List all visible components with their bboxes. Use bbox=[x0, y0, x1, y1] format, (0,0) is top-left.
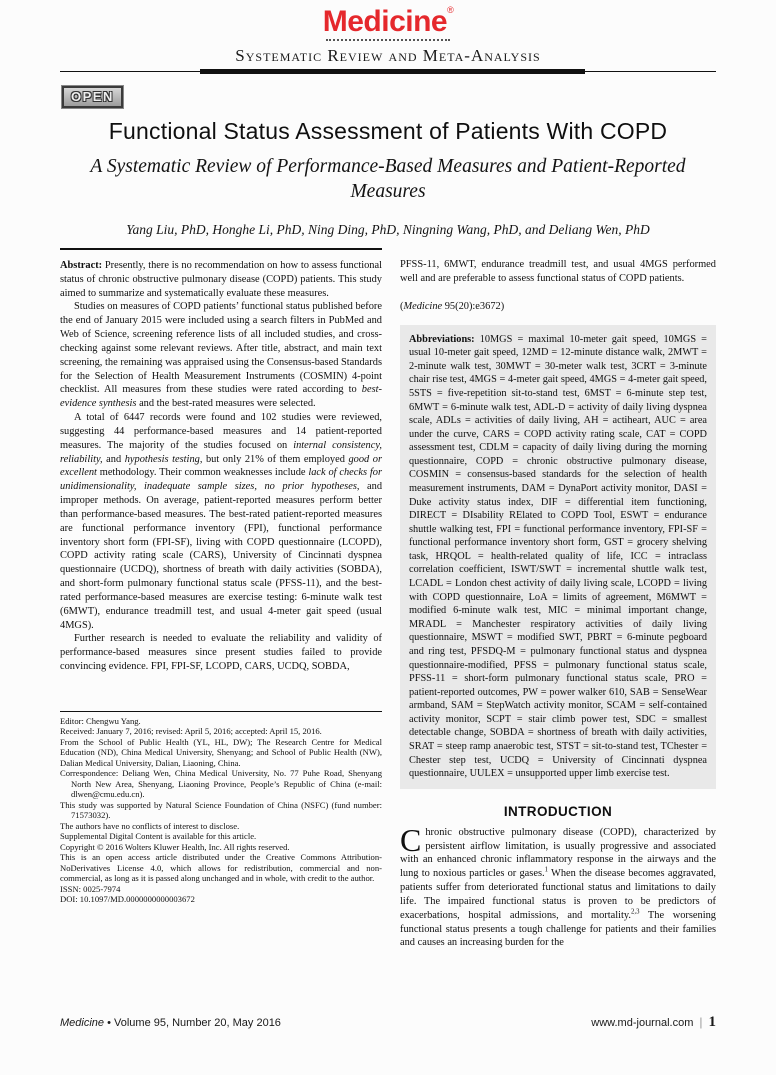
footnote-issn: ISSN: 0025-7974 bbox=[60, 883, 121, 894]
footer-divider: | bbox=[699, 1015, 703, 1029]
footnote-received: Received: January 7, 2016; revised: April 5, 2016; accepted: April 15, 2016. bbox=[60, 726, 322, 737]
abstract-top-rule bbox=[60, 248, 382, 250]
abstract-paragraph-4: Further research is needed to evaluate the reliability and validity of performance-based measures since present studies failed to provide convincing evidence. FPI, FPI-SF, LCOPD, CARS, UCDQ, SOBDA, bbox=[60, 633, 382, 673]
footnote-correspondence: Correspondence: Deliang Wen, China Medical University, No. 77 Puhe Road, Shenyang North New Area, Shenyang, Liaoning Province, People’s Republic of China (e-mail: dlwen@cmu.edu.cn). bbox=[60, 768, 382, 800]
article-subtitle: A Systematic Review of Performance-Based Measures and Patient-Reported Measures bbox=[90, 156, 686, 202]
footer-issue-info bbox=[60, 1017, 281, 1029]
footnote-supplemental: Supplemental Digital Content is available for this article. bbox=[60, 831, 257, 842]
header-rule bbox=[60, 71, 716, 72]
journal-logo bbox=[323, 6, 454, 38]
page-footer bbox=[60, 1014, 716, 1031]
open-access-badge[interactable]: OPEN bbox=[62, 86, 123, 108]
title-block bbox=[0, 118, 776, 238]
logo-dotted-rule bbox=[326, 39, 450, 41]
footnote-funding: This study was supported by Natural Science Foundation of China (NSFC) (fund number: 71573032). bbox=[60, 799, 382, 821]
introduction-heading: INTRODUCTION bbox=[503, 803, 613, 819]
journal-url-link[interactable]: www.md-journal.com bbox=[591, 1017, 694, 1029]
article-type-banner: Systematic Review and Meta-Analysis bbox=[235, 45, 541, 65]
drop-cap: C bbox=[400, 821, 422, 858]
footnote-conflicts: The authors have no conflicts of interest to disclose. bbox=[60, 820, 240, 831]
registered-mark: ® bbox=[447, 5, 454, 15]
footnote-open-access-license: This is an open access article distributed under the Creative Commons Attribution-NoDerivatives License 4.0, which allows for redistribution, commercial and non-commercial, as long as it is passed along unchanged and in whole, with credit to the author. bbox=[60, 852, 382, 884]
footnote-copyright: Copyright © 2016 Wolters Kluwer Health, Inc. All rights reserved. bbox=[60, 841, 290, 852]
right-column bbox=[400, 258, 716, 950]
page-number: 1 bbox=[708, 1014, 716, 1030]
abstract-continuation: PFSS-11, 6MWT, endurance treadmill test, and usual 4MGS performed well and are preferable to assess functional status of COPD patients. bbox=[400, 259, 716, 284]
footer-right bbox=[591, 1014, 716, 1031]
abstract-paragraph-3: A total of 6447 records were found and 102 studies were reviewed, suggesting 44 performance-based measures and 14 patient-reported measures. The majority of the studies focused on internal consistency, reliability, and hypothesis testing, but only 21% of them employed good or excellent methodology. Their common weaknesses include lack of checks for unidimensionality, inadequate sample sizes, no prior hypotheses, and improper methods. On average, patient-reported measures perform better than performance-based measures. The best-rated patient-reported measures are functional performance inventory (FPI), functional performance inventory short form (FPI-SF), living with COPD questionnaire (LCOPD), COPD activity rating scale (CARS), University of Cincinnati dyspnea questionnaire (UCDQ), shortness of breath with daily activities (SOBDA), and short-form pulmonary functional status scale (PFSS-11), and the best-rated performance-based measures are exercise testing: 6-minute walk test (6MWT), endurance treadmill test, and usual 4-meter gait speed (usual 4MGS). bbox=[60, 412, 383, 631]
header-rule-thick-segment bbox=[200, 69, 585, 74]
abstract-paragraph-2: Studies on measures of COPD patients’ functional status published before the end of January 2015 were included using a search filters in PubMed and Web of Science, screening reference lists of all included studies, and cross-checking against some relevant reviews. After title, abstract, and main text screening, the remaining was appraised using the Consensus-based Standards for the Selection of Health Measurement Instruments (COSMIN) 4-point checklist. All measures from these studies were rated according to best-evidence synthesis and the best-rated measures were selected. bbox=[60, 301, 382, 410]
abbreviations-box: Abbreviations: 10MGS = maximal 10-meter gait speed, 10MGS = usual 10-meter gait speed, 12MD = 12-minute distance walk, 2MWT = 2-minute walk test, 30MWT = 30-meter walk test, 3CRT = 3-minute chair rise test, 4MGS = 4-meter gait speed, 4MGS = 4-meter gait speed, 5STS = five-repetition sit-to-stand test, 6MST = 6-minute step test, 6MWT = 6-minute walk test, ADL-D = activity of daily living dyspnea scale, ADLs = activities of daily living, AH = actiheart, AUC = area under the curve, CARS = COPD activity rating scale, CAT = COPD assessment test, CDLM = capacity of daily living during the morning questionnaire, COPD = chronic obstructive pulmonary disease, COSMIN = consensus-based standards for the selection of health measurement instruments, DAM = DynaPort activity monitor, DASI = Duke activity status index, DIF = differential item functioning, DIRECT = DIsability RElated to COPD Tool, ESWT = endurance shuttle walking test, FPI = functional performance inventory, FPI-SF = functional performance inventory short form, GST = grocery shelving task, HRQOL = health-related quality of life, ICC = intraclass correlation coefficient, ISWT/SWT = incremental shuttle walk test, LCADL = London chest activity of daily living scale, LCOPD = living with COPD questionnaire, LoA = limits of agreement, M6MWT = modified 6-minute walk test, MIC = minimal important change, MRADL = Manchester respiratory activities of daily living questionnaire, MSWT = modified SWT, PBRT = 6-minute pegboard and ring test, PFSDQ-M = pulmonary functional status and dyspnea questionnaire-modified, PFSS = pulmonary functional status scale, PFSS-11 = short-form pulmonary functional status scale, PRO = patient-reported outcomes, PW = power walker 610, SAB = SenseWear armband, SAM = StepWatch activity monitor, SCAM = self-contained activity monitor, SCPT = stair climb power test, SDC = smallest detectable change, SOBDA = shortness of breath with daily activities, SRAT = steep ramp anaerobic test, STST = sit-to-stand test, TChester = Chester step test, UCDQ = University of Cincinnati dyspnea questionnaire, UULEX = unsupported upper limb exercise test. bbox=[400, 325, 716, 789]
article-title: Functional Status Assessment of Patients With COPD bbox=[108, 118, 668, 144]
masthead bbox=[0, 6, 776, 66]
introduction-paragraph bbox=[400, 821, 717, 950]
footnote-rule bbox=[60, 711, 382, 712]
abstract-section bbox=[60, 259, 382, 674]
footnote-affiliations: From the School of Public Health (YL, HL, DW); The Research Centre for Medical Education (ND), China Medical University, Shenyang; and School of Public Health (NW), Dalian Medical University, Dalian, Liaoning, China. bbox=[60, 736, 382, 768]
abstract-paragraph-1: Abstract: Presently, there is no recommendation on how to assess functional status of chronic obstructive pulmonary disease (COPD) patients. This study aimed to summarize and systematically evaluate these measures. bbox=[60, 260, 382, 299]
footnote-doi: DOI: 10.1097/MD.0000000000003672 bbox=[60, 894, 195, 905]
journal-citation: (Medicine 95(20):e3672) bbox=[400, 300, 505, 312]
author-line: Yang Liu, PhD, Honghe Li, PhD, Ning Ding, PhD, Ningning Wang, PhD, and Deliang Wen, PhD bbox=[126, 221, 650, 237]
footnote-block bbox=[60, 716, 382, 905]
journal-logo-text: Medicine bbox=[322, 5, 448, 38]
footer-issue-text: • Volume 95, Number 20, May 2016 bbox=[104, 1017, 281, 1029]
footer-journal-name: Medicine bbox=[60, 1017, 105, 1029]
footnote-editor: Editor: Chengwu Yang. bbox=[60, 715, 141, 726]
introduction-text: hronic obstructive pulmonary disease (COPD), characterized by persistent airflow limitation, is usually progressive and associated with an enhanced chronic inflammatory response in the airways and the lung to noxious particles or gases.$^1$ When the disease becomes aggravated, patients suffer from deteriorated functional status and limitations to daily life. The impaired functional status is proven to be predictors of exacerbations, hospital admissions, and mortality.$^{2,3}$ The worsening functional status presents a tough challenge for patients and their families and causes an increasing burden for the bbox=[400, 826, 717, 949]
left-column bbox=[60, 248, 382, 905]
